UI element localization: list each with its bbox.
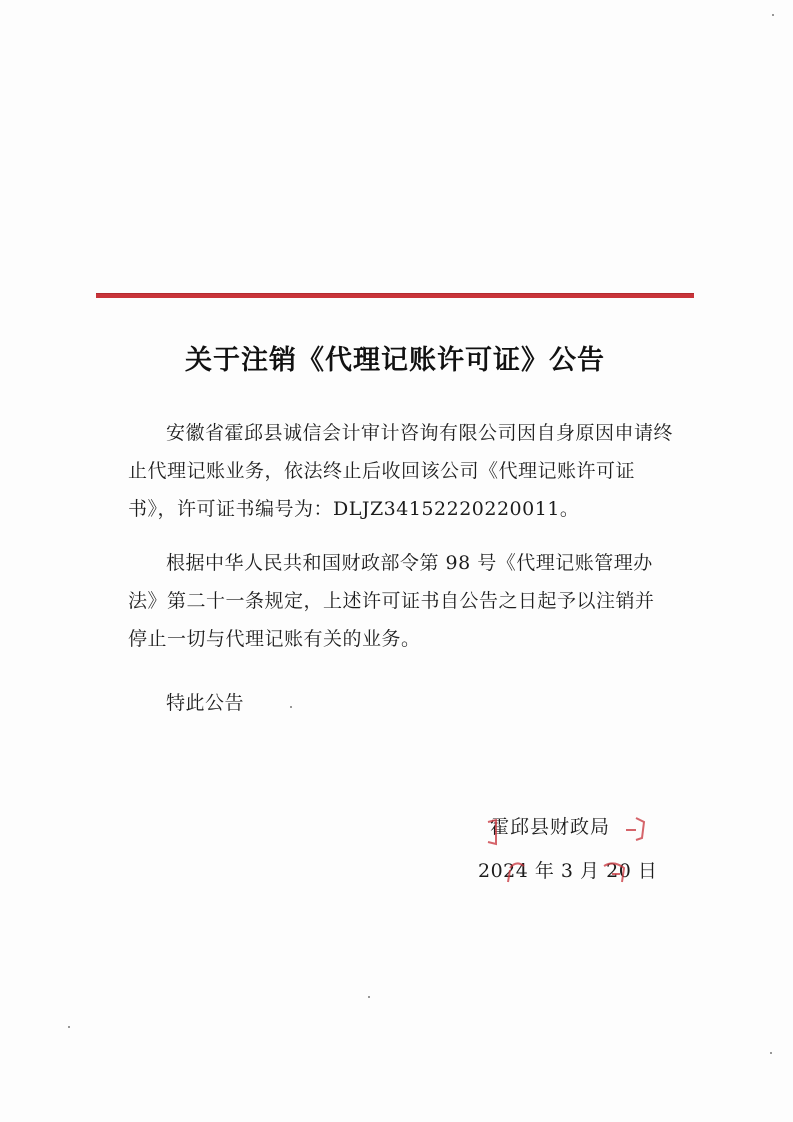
scan-speck xyxy=(368,996,370,998)
paragraph-2-block xyxy=(128,544,673,658)
signature-date: 2024 年 3 月 20 日 xyxy=(478,860,658,882)
red-header-rule xyxy=(96,293,694,298)
scan-speck xyxy=(772,14,774,16)
paragraph-2: 根据中华人民共和国财政部令第 98 号《代理记账管理办法》第二十一条规定，上述许可证书自公告之日起予以注销并停止一切与代理记账有关的业务。 xyxy=(128,552,655,650)
scan-speck xyxy=(68,1026,70,1028)
paragraph-1: 安徽省霍邱县诚信会计审计咨询有限公司因自身原因申请终止代理记账业务，依法终止后收回该公司《代理记账许可证书》，许可证书编号为：DLJZ34152220220011。 xyxy=(128,422,674,520)
signature-organization: 霍邱县财政局 xyxy=(490,816,611,838)
signature-block xyxy=(478,808,678,890)
paragraph-1-block xyxy=(128,414,673,528)
scan-speck xyxy=(770,1052,772,1054)
document-title: 关于注销《代理记账许可证》公告 xyxy=(185,345,605,376)
scan-speck xyxy=(290,706,292,708)
closing-remark: 特此公告 xyxy=(166,692,245,714)
